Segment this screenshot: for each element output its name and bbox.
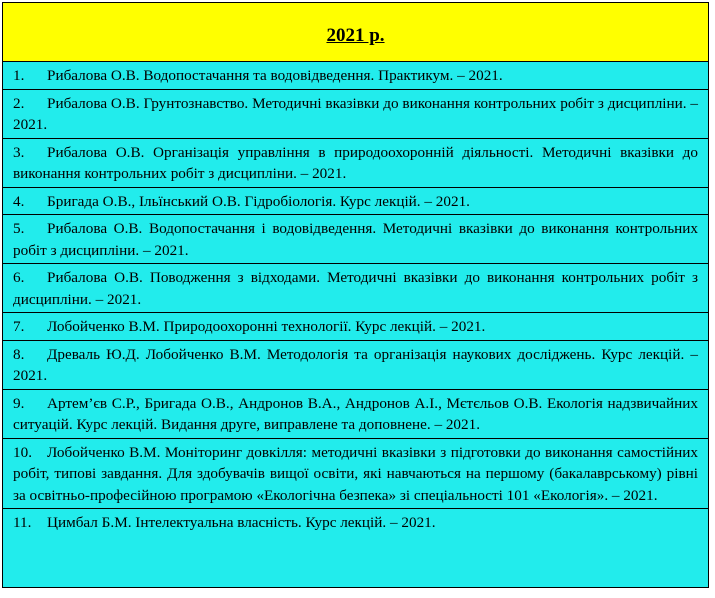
list-item xyxy=(3,188,708,216)
year-header xyxy=(3,3,708,62)
list-item xyxy=(3,215,708,264)
item-text: Цимбал Б.М. Інтелектуальна власність. Курс лекцій. – 2021. xyxy=(47,514,436,531)
item-text: Рибалова О.В. Водопостачання та водовідведення. Практикум. – 2021. xyxy=(47,67,503,84)
item-text: Артем’єв С.Р., Бригада О.В., Андронов В.А., Андронов А.І., Мєтєльов О.В. Екологія надзвичайних ситуацій. Курс лекцій. Видання друге, виправлене та доповнене. – 2021. xyxy=(13,394,698,433)
item-number: 11. xyxy=(13,514,32,531)
list-item xyxy=(3,341,708,390)
item-text: Древаль Ю.Д. Лобойченко В.М. Методологія та організація наукових досліджень. Курс лекцій. – 2021. xyxy=(13,345,698,384)
item-text: Бригада О.В., Ільїнський О.В. Гідробіологія. Курс лекцій. – 2021. xyxy=(47,192,470,210)
item-number: 4. xyxy=(13,192,25,210)
list-item xyxy=(3,509,708,536)
list-item xyxy=(3,90,708,139)
item-number: 10. xyxy=(13,443,32,461)
list-item xyxy=(3,439,708,510)
publications-table xyxy=(2,2,709,588)
item-text: Рибалова О.В. Поводження з відходами. Методичні вказівки до виконання контрольних робіт з дисципліни. – 2021. xyxy=(13,269,698,308)
item-number: 9. xyxy=(13,394,25,412)
list-item xyxy=(3,313,708,341)
item-number: 7. xyxy=(13,318,25,335)
item-number: 1. xyxy=(13,67,25,84)
publication-list xyxy=(3,62,708,536)
item-number: 3. xyxy=(13,143,25,161)
item-number: 6. xyxy=(13,269,25,286)
list-item xyxy=(3,62,708,90)
item-text: Рибалова О.В. Грунтознавство. Методичні вказівки до виконання контрольних робіт з дисципліни. – 2021. xyxy=(13,94,698,133)
list-item xyxy=(3,139,708,188)
item-text: Рибалова О.В. Водопостачання і водовідведення. Методичні вказівки до виконання контрольних робіт з дисципліни. – 2021. xyxy=(13,220,698,259)
item-number: 8. xyxy=(13,345,25,363)
list-item xyxy=(3,390,708,439)
item-text: Лобойченко В.М. Природоохоронні технології. Курс лекцій. – 2021. xyxy=(47,318,486,335)
item-number: 2. xyxy=(13,94,25,112)
list-item xyxy=(3,264,708,313)
year-title: 2021 р. xyxy=(326,25,385,46)
item-text: Рибалова О.В. Організація управління в природоохоронній діяльності. Методичні вказівки до виконання контрольних робіт з дисципліни. – 2021. xyxy=(13,143,698,182)
item-number: 5. xyxy=(13,220,25,237)
item-text: Лобойченко В.М. Моніторинг довкілля: методичні вказівки з підготовки до виконання самостійних робіт, типові завдання. Для здобувачів вищої освіти, які навчаються на першому (бакалаврському) рівні за освітньо-професійною програмою «Екологічна безпека» зі спеціальності 101 «Екологія». – 2021. xyxy=(13,443,698,504)
